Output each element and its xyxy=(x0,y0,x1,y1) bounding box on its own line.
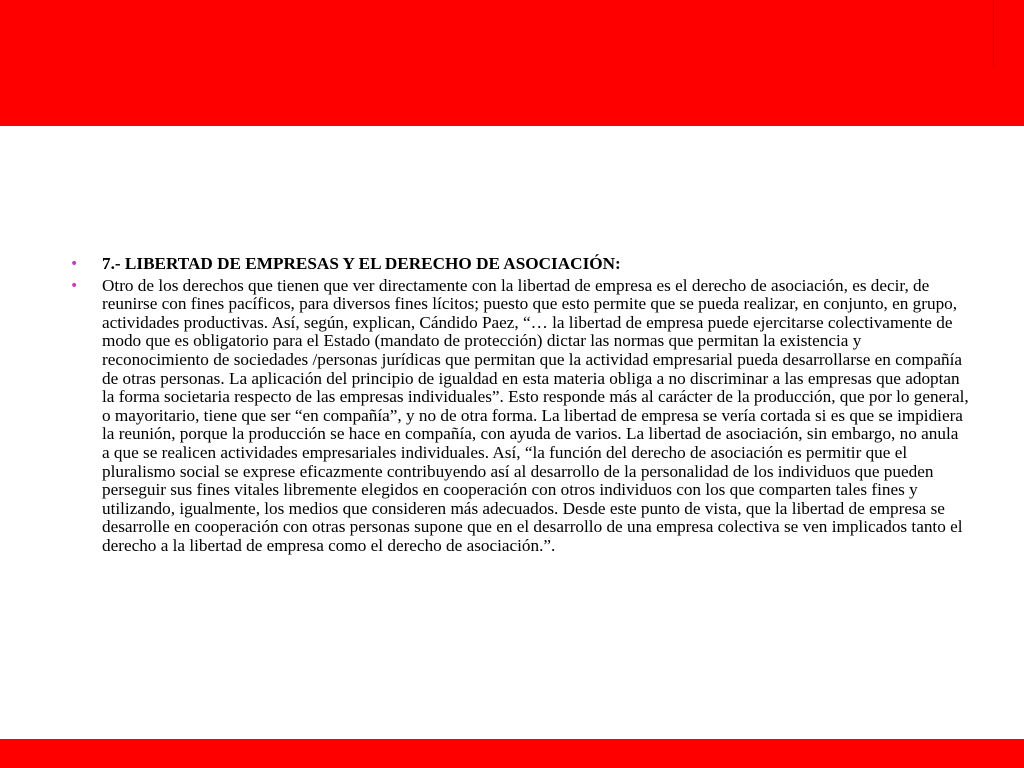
body-paragraph: Otro de los derechos que tienen que ver directamente con la libertad de empresa es el derecho de asociación, es decir, de reunirse con fines pacíficos, para diversos fines lícitos; puesto que esto permite que se pueda realizar, en conjunto, en grupo, actividades productivas. Así, según, explican, Cándido Paez, “… la libertad de empresa puede ejercitarse colectivamente de modo que es obligatorio para el Estado (mandato de protección) dictar las normas que permitan la existencia y reconocimiento de sociedades /personas jurídicas que permitan que la actividad empresarial pueda desarrollarse en compañía de otras personas. La aplicación del principio de igualdad en esta materia obliga a no discriminar a las empresas que adoptan la forma societaria respecto de las empresas individuales”. Esto responde más al carácter de la producción, que por lo general, o mayoritario, tiene que ser “en compañía”, y no de otra forma. La libertad de empresa se vería cortada si es que se impidiera la reunión, porque la producción se hace en compañía, con ayuda de varios. La libertad de asociación, sin embargo, no anula a que se realicen actividades empresariales individuales. Así, “la función del derecho de asociación es permitir que el pluralismo social se exprese eficazmente contribuyendo así al desarrollo de la personalidad de los individuos que pueden perseguir sus fines vitales libremente elegidos en cooperación con otros individuos con los que comparten tales fines y utilizando, igualmente, los medios que consideren más adecuados. Desde este punto de vista, que la libertad de empresa se desarrolle en cooperación con otras personas supone que en el desarrollo de una empresa colectiva se ven implicados tanto el derecho a la libertad de empresa como el derecho de asociación.”. xyxy=(102,275,969,555)
bullet-item-heading xyxy=(70,255,970,274)
top-red-band xyxy=(0,0,1024,126)
bullet-item-body xyxy=(70,277,970,556)
bullet-icon: • xyxy=(70,256,79,272)
top-band-divider xyxy=(993,0,994,66)
bullet-list xyxy=(70,255,970,559)
bottom-red-band xyxy=(0,739,1024,768)
bullet-icon: • xyxy=(70,277,79,294)
section-heading: 7.- LIBERTAD DE EMPRESAS Y EL DERECHO DE ASOCIACIÓN: xyxy=(102,254,621,273)
